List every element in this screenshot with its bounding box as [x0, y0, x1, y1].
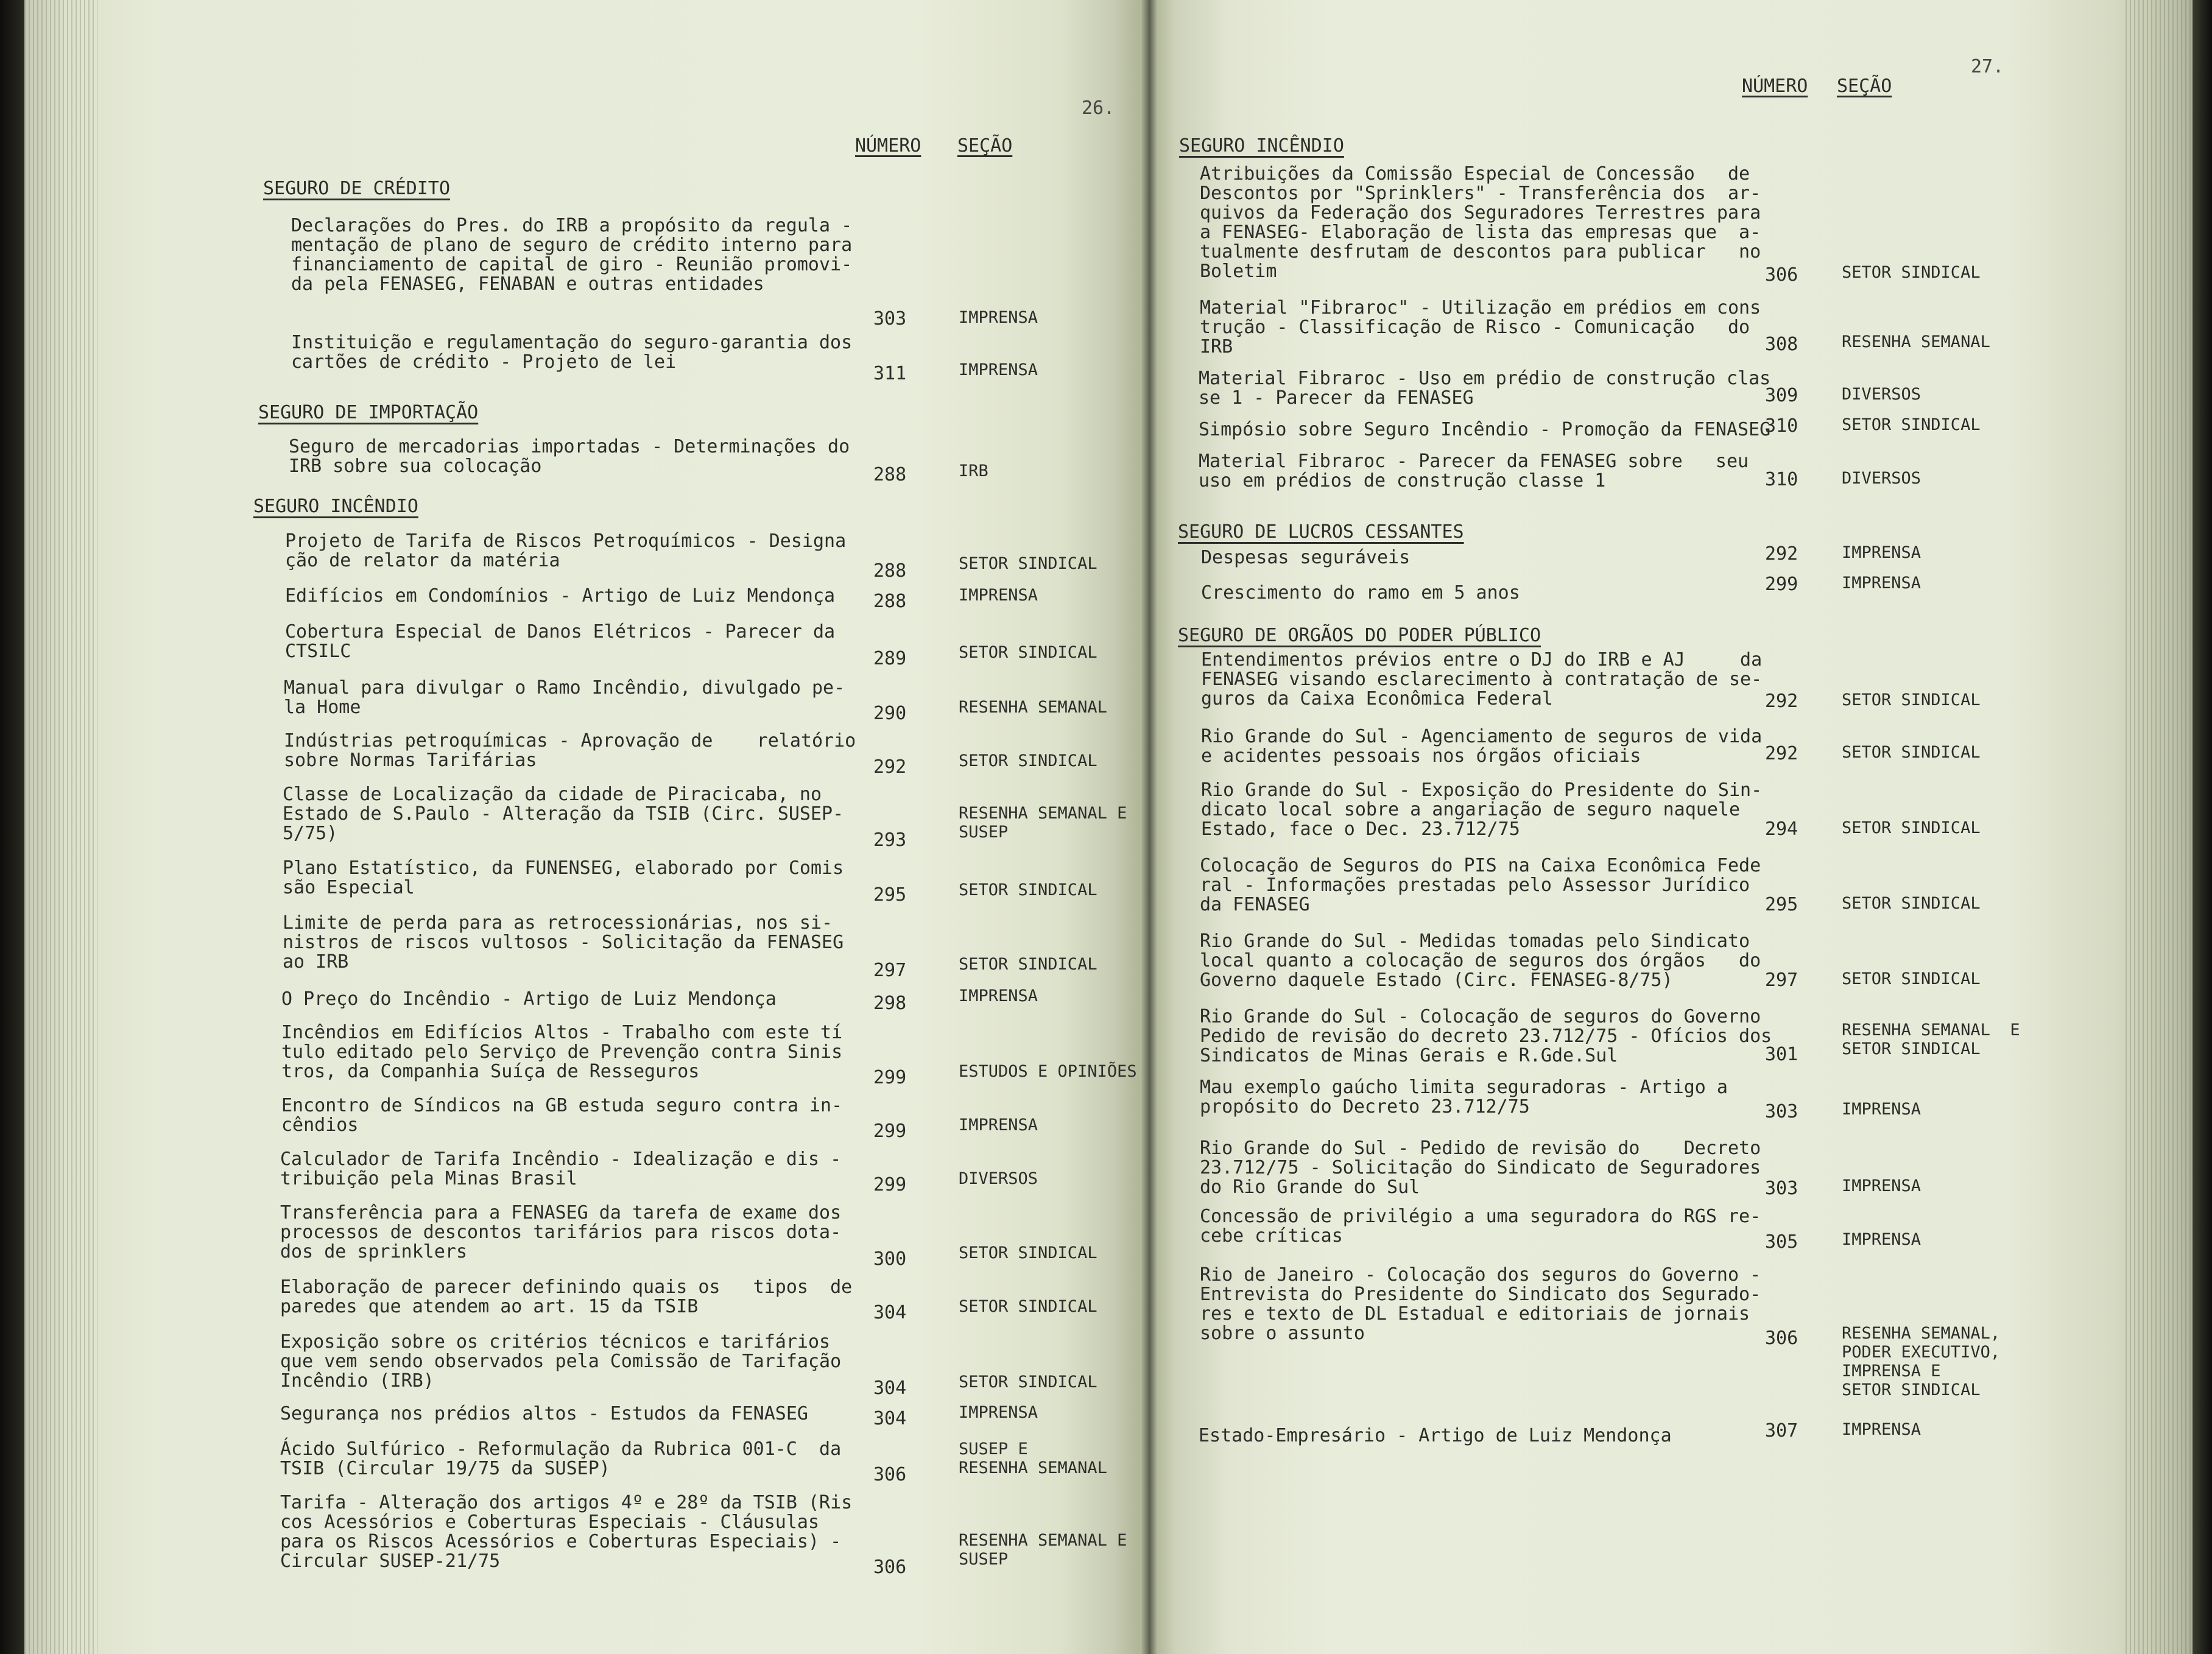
index-entry-text: Edifícios em Condomínios - Artigo de Luiz Mendonça [285, 585, 836, 607]
index-entry-text: Encontro de Síndicos na GB estuda seguro contra in- cêndios [281, 1095, 843, 1136]
entry-number: 298 [873, 993, 907, 1014]
index-entry-text: Instituição e regulamentação do seguro-garantia dos cartões de crédito - Projeto de lei [291, 332, 853, 373]
index-entry-text: Classe de Localização da cidade de Piracicaba, no Estado de S.Paulo - Alteração da TSIB (Circ. SUSEP- 5/75) [283, 784, 844, 844]
entry-section: SETOR SINDICAL [959, 1373, 1097, 1392]
book-edge-left [0, 0, 24, 1654]
entry-section: SETOR SINDICAL [959, 1297, 1097, 1316]
entry-number: 288 [873, 464, 907, 485]
entry-number: 292 [873, 756, 907, 778]
section-heading: SEGURO INCÊNDIO [253, 496, 418, 517]
entry-section: ESTUDOS E OPINIÕES [959, 1062, 1137, 1081]
entry-section: IMPRENSA [959, 586, 1038, 605]
index-entry-text: O Preço do Incêndio - Artigo de Luiz Mendonça [281, 988, 777, 1010]
entry-section: SETOR SINDICAL [1842, 263, 1981, 282]
index-entry-text: Incêndios em Edifícios Altos - Trabalho com este tí tulo editado pelo Serviço de Prevenção contra Sinis tros, da Companhia Suíça de Resseguros [281, 1022, 843, 1082]
index-entry-text: Colocação de Seguros do PIS na Caixa Econômica Fede ral - Informações prestadas pelo Assessor Jurídico da FENASEG [1200, 855, 1761, 915]
entry-number: 310 [1765, 469, 1798, 490]
entry-section: IMPRENSA [1842, 1100, 1921, 1119]
entry-number: 289 [873, 648, 907, 669]
entry-number: 294 [1765, 818, 1798, 840]
entry-section: RESENHA SEMANAL E SUSEP [959, 804, 1127, 842]
entry-number: 299 [873, 1174, 907, 1195]
entry-section: SETOR SINDICAL [959, 554, 1097, 573]
entry-number: 304 [873, 1302, 907, 1323]
entry-section: IMPRENSA [1842, 1420, 1921, 1439]
entry-number: 306 [1765, 1328, 1798, 1349]
entry-number: 301 [1765, 1044, 1798, 1065]
entry-number: 292 [1765, 691, 1798, 712]
entry-section: SETOR SINDICAL [1842, 743, 1981, 762]
index-entry-text: Seguro de mercadorias importadas - Determinações do IRB sobre sua colocação [289, 436, 850, 477]
entry-section: SETOR SINDICAL [1842, 415, 1981, 434]
index-entry-text: Manual para divulgar o Ramo Incêndio, divulgado pe- la Home [284, 677, 845, 718]
index-entry-text: Rio Grande do Sul - Colocação de seguros do Governo Pedido de revisão do decreto 23.712/75 - Ofícios dos Sindicatos de Minas Gerais e R.Gde.Sul [1200, 1006, 1772, 1066]
index-entry-text: Ácido Sulfúrico - Reformulação da Rubrica 001-C da TSIB (Circular 19/75 da SUSEP) [280, 1438, 842, 1479]
index-entry-text: Projeto de Tarifa de Riscos Petroquímicos - Designa ção de relator da matéria [285, 530, 847, 571]
entry-number: 288 [873, 560, 907, 582]
section-heading: SEGURO DE ORGÃOS DO PODER PÚBLICO [1178, 625, 1541, 646]
index-entry-text: Despesas seguráveis [1201, 547, 1411, 568]
entry-number: 303 [1765, 1178, 1798, 1199]
entry-number: 309 [1765, 385, 1798, 406]
entry-section: IRB [959, 462, 988, 480]
index-entry-text: Rio Grande do Sul - Agenciamento de seguros de vida e acidentes pessoais nos órgãos oficiais [1201, 726, 1763, 767]
entry-number: 295 [873, 884, 907, 906]
entry-number: 299 [1765, 574, 1798, 595]
entry-section: IMPRENSA [1842, 574, 1921, 593]
entry-number: 299 [873, 1121, 907, 1142]
index-entry-text: Rio de Janeiro - Colocação dos seguros do Governo - Entrevista do Presidente do Sindicato dos Segurado- res e texto de DL Estadual e editoriais de jornais sobre o assunto [1200, 1264, 1761, 1344]
page-edge-texture [24, 0, 97, 1654]
entry-section: DIVERSOS [1842, 385, 1921, 404]
section-heading: SEGURO DE CRÉDITO [263, 178, 451, 199]
entry-section: SETOR SINDICAL [1842, 691, 1981, 709]
index-entry-text: Mau exemplo gaúcho limita seguradoras - Artigo a propósito do Decreto 23.712/75 [1200, 1077, 1728, 1117]
page-number-right: 27. [1971, 56, 2004, 77]
column-header-secao: SEÇÃO [1837, 76, 1892, 97]
index-entry-text: Entendimentos prévios entre o DJ do IRB e AJ da FENASEG visando esclarecimento à contratação de se- guros da Caixa Econômica Federal [1201, 649, 1763, 709]
entry-number: 307 [1765, 1420, 1798, 1441]
index-entry-text: Simpósio sobre Seguro Incêndio - Promoção da FENASEG [1199, 419, 1771, 440]
entry-section: SETOR SINDICAL [1842, 894, 1981, 913]
entry-section: RESENHA SEMANAL [959, 698, 1107, 717]
index-entry-text: Cobertura Especial de Danos Elétricos - Parecer da CTSILC [285, 621, 836, 662]
entry-section: SETOR SINDICAL [1842, 818, 1981, 837]
right-page [1151, 0, 2212, 1654]
section-heading: SEGURO DE IMPORTAÇÃO [258, 402, 479, 423]
entry-number: 308 [1765, 334, 1798, 355]
entry-section: SUSEP E RESENHA SEMANAL [959, 1440, 1107, 1477]
index-entry-text: Elaboração de parecer definindo quais os tipos de paredes que atendem ao art. 15 da TSIB [280, 1276, 853, 1317]
index-entry-text: Material Fibraroc - Parecer da FENASEG sobre seu uso em prédios de construção classe 1 [1199, 451, 1749, 491]
index-entry-text: Rio Grande do Sul - Pedido de revisão do Decreto 23.712/75 - Solicitação do Sindicato de Seguradores do Rio Grande do Sul [1200, 1138, 1761, 1198]
entry-number: 300 [873, 1248, 907, 1270]
entry-section: DIVERSOS [959, 1169, 1038, 1188]
entry-section: SETOR SINDICAL [959, 643, 1097, 662]
index-entry-text: Concessão de privilégio a uma seguradora do RGS re- cebe críticas [1200, 1206, 1761, 1247]
book-gutter [1140, 0, 1157, 1654]
entry-section: IMPRENSA [959, 987, 1038, 1005]
entry-number: 310 [1765, 415, 1798, 437]
index-entry-text: Rio Grande do Sul - Exposição do Presidente do Sin- dicato local sobre a angariação de seguro naquele Estado, face o Dec. 23.712/75 [1201, 779, 1763, 840]
entry-number: 288 [873, 591, 907, 612]
entry-number: 292 [1765, 543, 1798, 565]
entry-number: 293 [873, 829, 907, 851]
index-entry-text: Material "Fibraroc" - Utilização em prédios em cons trução - Classificação de Risco - Comunicação do IRB [1200, 297, 1761, 357]
entry-section: RESENHA SEMANAL E SUSEP [959, 1531, 1127, 1569]
index-entry-text: Declarações do Pres. do IRB a propósito da regula - mentação de plano de seguro de crédito interno para financiamento de capital de giro - Reunião promovi- da pela FENASEG, FENABAN e outras entidades [291, 215, 853, 295]
index-entry-text: Exposição sobre os critérios técnicos e tarifários que vem sendo observados pela Comissão de Tarifação Incêndio (IRB) [280, 1331, 842, 1392]
entry-number: 297 [1765, 970, 1798, 991]
entry-number: 299 [873, 1067, 907, 1088]
entry-section: SETOR SINDICAL [959, 1244, 1097, 1262]
book-edge-right [2193, 0, 2212, 1654]
entry-section: IMPRENSA [959, 1116, 1038, 1135]
index-entry-text: Transferência para a FENASEG da tarefa de exame dos processos de descontos tarifários para riscos dota- dos de sprinklers [280, 1202, 842, 1262]
index-entry-text: Tarifa - Alteração dos artigos 4º e 28º da TSIB (Ris cos Acessórios e Coberturas Especiais - Cláusulas para os Riscos Acessórios e Coberturas Especiais) - Circular SUSEP-21/75 [280, 1492, 853, 1572]
column-header-numero: NÚMERO [855, 135, 921, 157]
page-edge-texture [2126, 0, 2199, 1654]
entry-section: RESENHA SEMANAL, PODER EXECUTIVO, IMPRENSA E SETOR SINDICAL [1842, 1324, 2001, 1399]
entry-section: DIVERSOS [1842, 469, 1921, 488]
entry-number: 303 [1765, 1101, 1798, 1122]
index-entry-text: Indústrias petroquímicas - Aprovação de relatório sobre Normas Tarifárias [284, 730, 856, 771]
entry-section: RESENHA SEMANAL E SETOR SINDICAL [1842, 1021, 2020, 1058]
entry-number: 297 [873, 960, 907, 981]
entry-number: 311 [873, 363, 907, 384]
section-heading: SEGURO INCÊNDIO [1179, 135, 1344, 157]
index-entry-text: Material Fibraroc - Uso em prédio de construção clas se 1 - Parecer da FENASEG [1199, 368, 1771, 409]
entry-section: RESENHA SEMANAL [1842, 333, 1990, 351]
entry-number: 290 [873, 703, 907, 724]
section-heading: SEGURO DE LUCROS CESSANTES [1178, 521, 1464, 543]
entry-number: 305 [1765, 1231, 1798, 1253]
entry-section: IMPRENSA [1842, 1230, 1921, 1249]
entry-number: 306 [1765, 264, 1798, 286]
entry-section: SETOR SINDICAL [1842, 970, 1981, 988]
index-entry-text: Calculador de Tarifa Incêndio - Idealização e dis - tribuição pela Minas Brasil [280, 1149, 842, 1189]
entry-number: 292 [1765, 743, 1798, 764]
entry-number: 303 [873, 308, 907, 329]
index-entry-text: Segurança nos prédios altos - Estudos da FENASEG [280, 1403, 808, 1424]
entry-section: SETOR SINDICAL [959, 751, 1097, 770]
page-number-left: 26. [1082, 97, 1115, 119]
entry-number: 295 [1765, 894, 1798, 915]
entry-section: SETOR SINDICAL [959, 881, 1097, 899]
entry-section: IMPRENSA [1842, 543, 1921, 562]
index-entry-text: Rio Grande do Sul - Medidas tomadas pelo Sindicato local quanto a colocação de seguros dos órgãos do Governo daquele Estado (Circ. FENASEG-8/75) [1200, 931, 1761, 991]
entry-section: IMPRENSA [959, 308, 1038, 327]
index-entry-text: Atribuições da Comissão Especial de Concessão de Descontos por "Sprinklers" - Transferência dos ar- quivos da Federação dos Seguradores Terrestres para a FENASEG- Elaboração de lista das empresas que a- tualmente desfrutam de descontos para publicar no Boletim [1200, 163, 1761, 282]
entry-section: IMPRENSA [959, 361, 1038, 379]
index-entry-text: Crescimento do ramo em 5 anos [1201, 582, 1520, 604]
column-header-numero: NÚMERO [1742, 76, 1808, 97]
column-header-secao: SEÇÃO [957, 135, 1013, 157]
entry-section: IMPRENSA [1842, 1177, 1921, 1195]
entry-section: SETOR SINDICAL [959, 955, 1097, 974]
index-entry-text: Limite de perda para as retrocessionárias, nos si- nistros de riscos vultosos - Solicitação da FENASEG ao IRB [283, 912, 844, 973]
index-entry-text: Estado-Empresário - Artigo de Luiz Mendonça [1199, 1425, 1672, 1446]
entry-number: 304 [873, 1378, 907, 1399]
entry-number: 306 [873, 1464, 907, 1485]
entry-number: 306 [873, 1557, 907, 1578]
entry-number: 304 [873, 1408, 907, 1429]
index-entry-text: Plano Estatístico, da FUNENSEG, elaborado por Comis são Especial [283, 857, 844, 898]
entry-section: IMPRENSA [959, 1403, 1038, 1422]
